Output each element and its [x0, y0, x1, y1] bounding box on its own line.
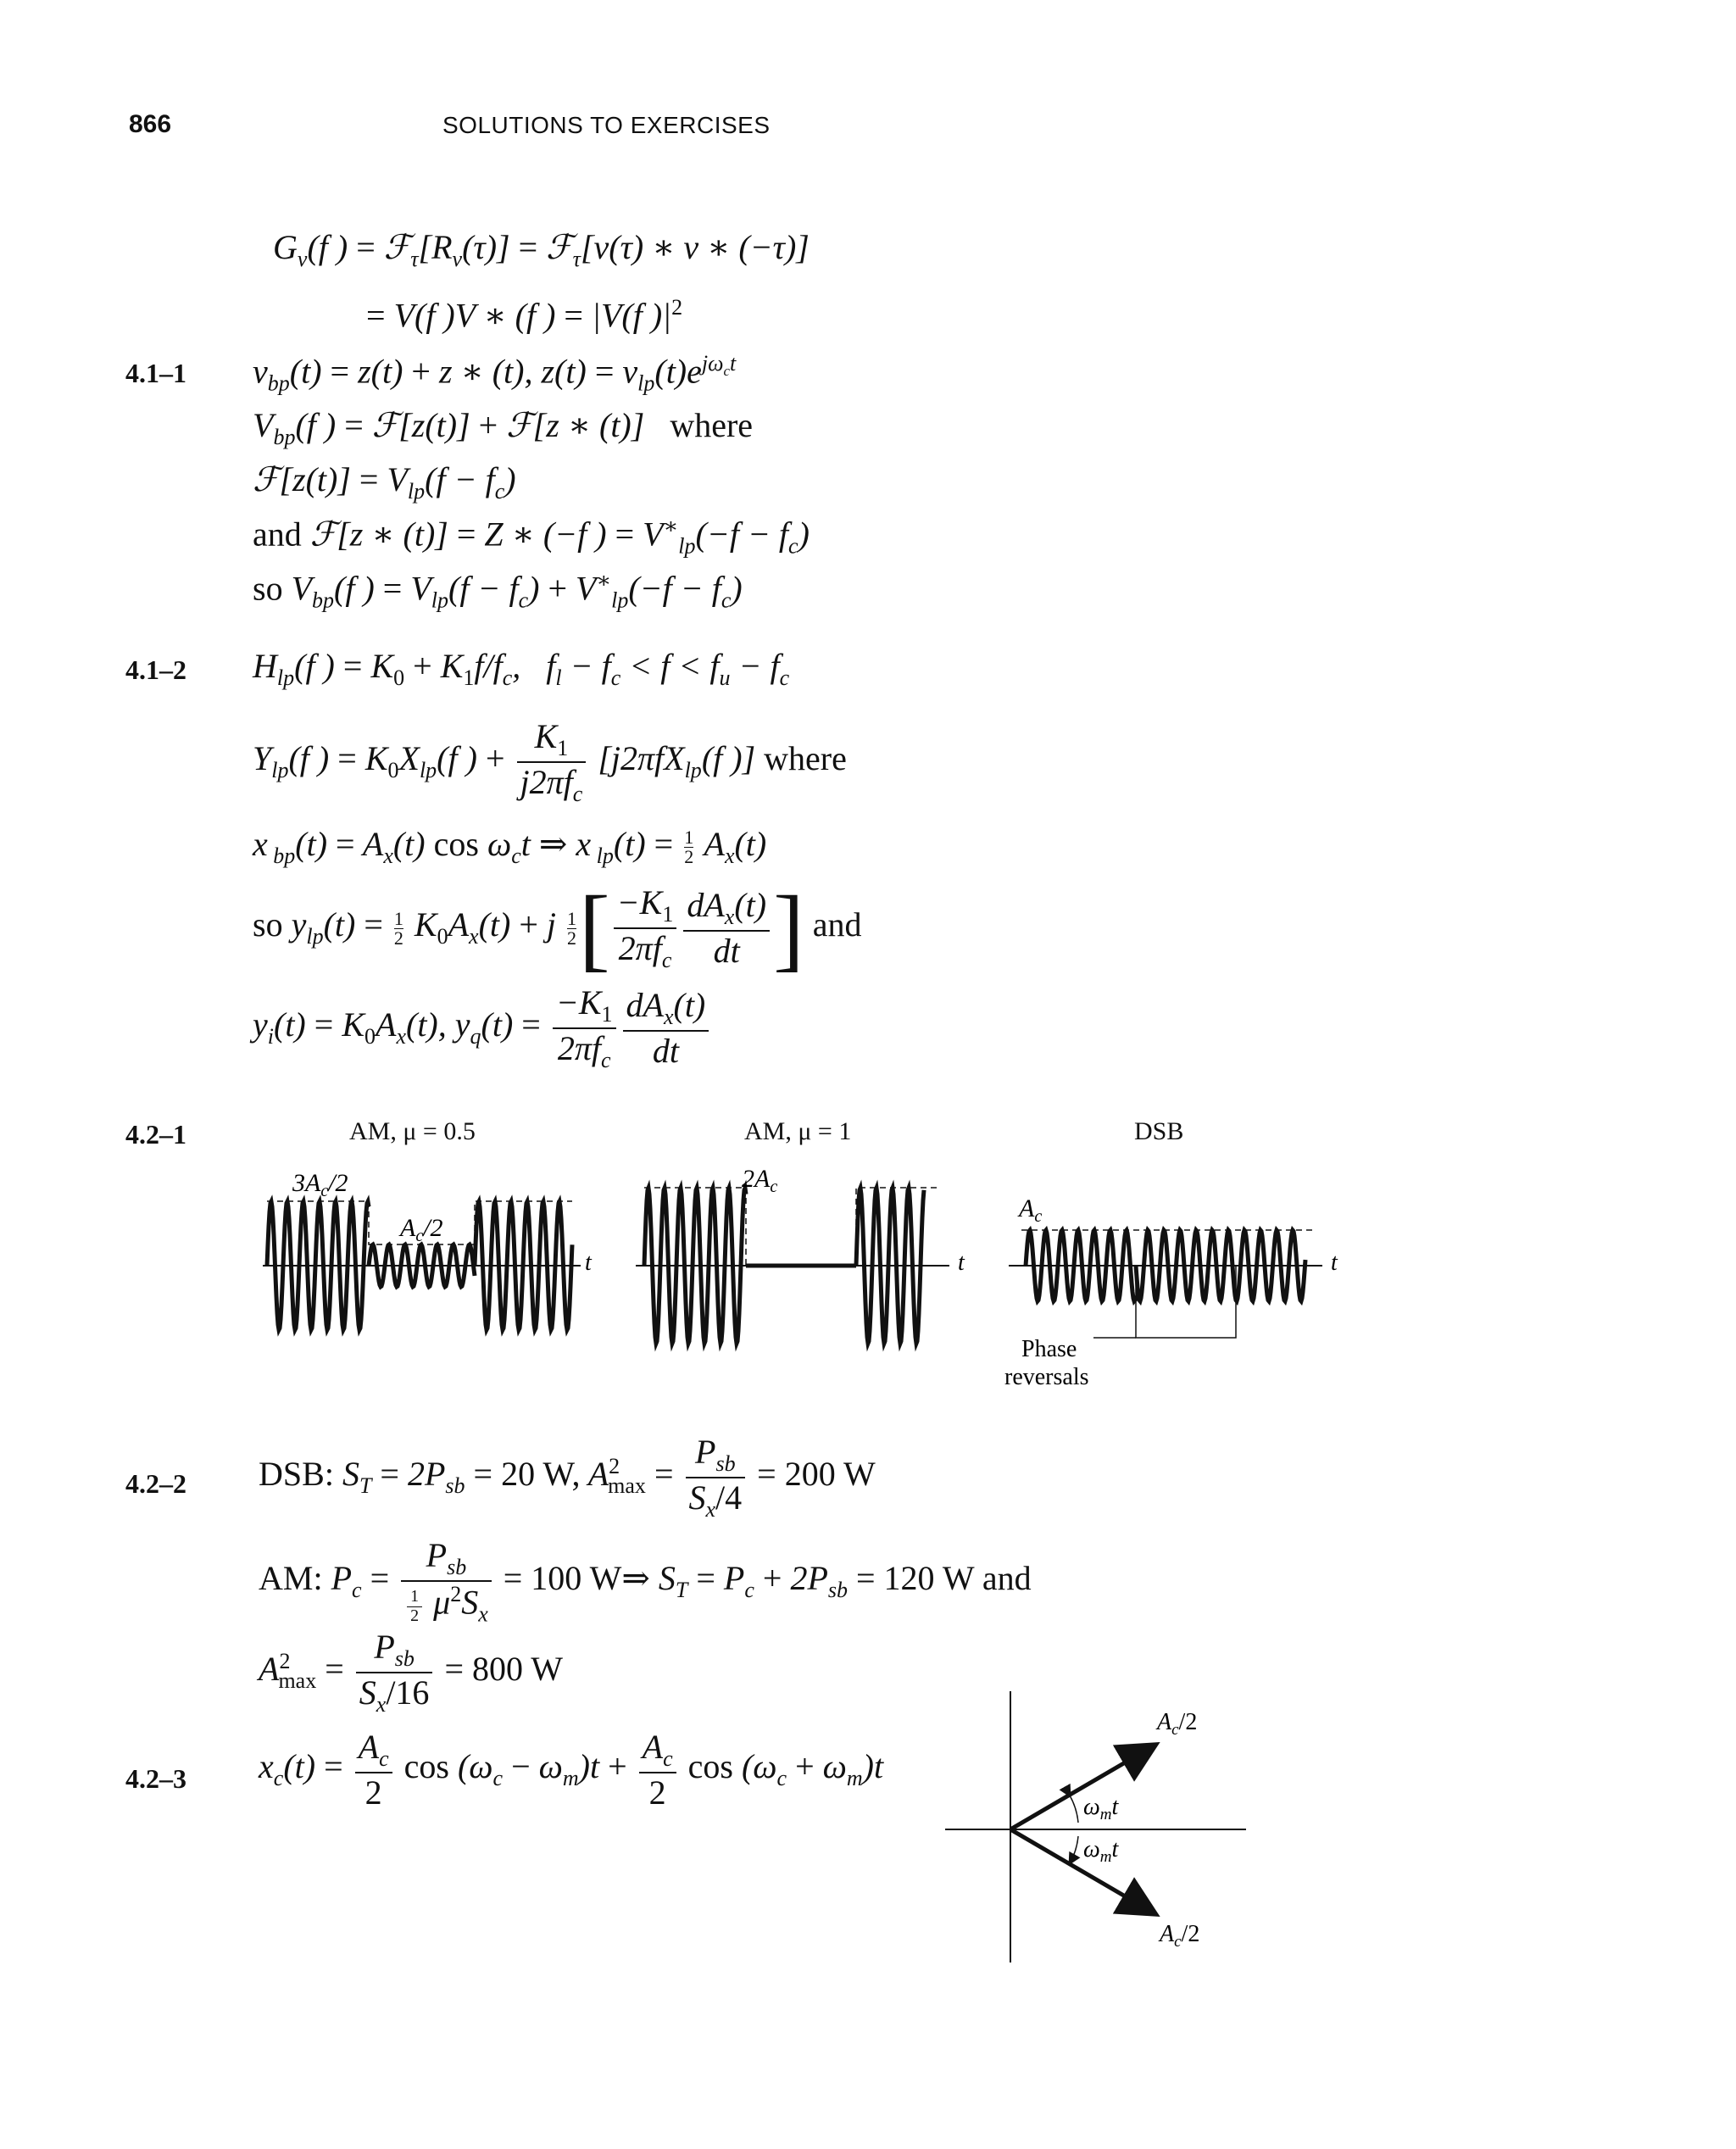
label-ac-2: $A_c/2$: [400, 1214, 443, 1245]
equation-am-amax: $A^2_{max}$ = $\frac{P_{sb}}{S_x/16}$ = 800 W: [259, 1628, 564, 1717]
phase-label: Phase: [1021, 1336, 1077, 1362]
lower-angle-label: $\omega_mt$: [1083, 1836, 1119, 1866]
exercise-number: 4.1–1: [125, 358, 186, 388]
equation-vbp: $v_{bp}(t) = z(t) + z$ ∗ (t), $z(t) = v_{lp}(t)e^{j\omega_ct}$: [253, 351, 737, 396]
where-text: where: [670, 406, 754, 444]
t-axis-label: t: [1331, 1250, 1338, 1276]
exercise-number: 4.1–2: [125, 654, 186, 685]
equation-dsb-power: DSB: $S_T = 2P_{sb} = 20$ W, $A^2_{max}$ = $\frac{P_{sb}}{S_x/4}$ = 200 W: [259, 1433, 876, 1522]
equation-Vbp: $V_{bp}(f$ ) = ℱ[z(t)] + ℱ[z ∗ (t)] where: [253, 406, 754, 449]
equation-am-power: AM: $P_c$ = $P_{sb}$ $\frac{1}{2}$ $\mu^2S_x$ = 100 W⇒ $S_T = P_c + 2P_{sb} = 120$ W and: [259, 1536, 1032, 1627]
equation-yi-yq: $y_i(t) = K_0A_x(t)$, $y_q(t)$ = $\frac{-K_1}{2\pi f_c}$ $\frac{dA_x(t)}{dt}$: [253, 983, 712, 1073]
equation-so-vbp: so $V_{bp}(f$ ) = $V_{lp}(f - f_c) + V^∗_{lp}(-f - f_c)$: [253, 568, 743, 613]
phasor-diagram: [941, 1687, 1280, 1967]
upper-angle-arc: [1070, 1795, 1078, 1823]
lower-phasor: [1010, 1829, 1153, 1912]
waveform-title-am-05: AM, μ = 0.5: [349, 1117, 476, 1145]
label-ac: $A_c$: [1019, 1194, 1043, 1226]
equation-fz: ℱ[z(t)] = $V_{lp}(f - f_c)$: [253, 460, 516, 504]
reversals-label: reversals: [1004, 1364, 1089, 1390]
equation-fzstar: and ℱ[z ∗ (t)] = Z ∗ (−f ) = $V^∗_{lp}(-f - f_c)$: [253, 514, 810, 559]
lower-angle-arc: [1070, 1836, 1078, 1863]
exercise-number: 4.2–1: [125, 1119, 186, 1150]
equation-xbp: x $_{bp}(t) = A_x(t)$ $\cos \omega_ct$ ⇒ x $_{lp}$(t) = $\frac{1}{2}$ $A_x(t)$: [253, 825, 767, 868]
am1-waveform-burst: [856, 1188, 924, 1343]
equation-gv-line1: $G_v(f$ ) = $ℱ_\tau[R_v(\tau)]$ = ℱ$_\tau$[v(τ) ∗ v ∗ (−τ)]: [273, 228, 810, 271]
waveform-title-dsb: DSB: [1134, 1117, 1184, 1145]
waveform-title-am-1: AM, μ = 1: [744, 1117, 852, 1145]
equation-hlp: $H_{lp}(f$ ) = $K_0 + K_1f/f_c$, $f_l - f_c < f < f_u - f_c$: [253, 647, 790, 690]
exercise-number: 4.2–2: [125, 1468, 186, 1499]
page-number: 866: [129, 110, 172, 138]
equation-xc: $x_c(t)$ = $\frac{A_c}{2}$ $\cos (\omega_c - \omega_m)t$ + $\frac{A_c}{2}$ $\cos (\omega_c + \omega_m)t$: [259, 1728, 884, 1812]
label-2ac: $2A_c$: [742, 1165, 778, 1196]
upper-angle-label: $\omega_mt$: [1083, 1794, 1119, 1823]
lower-phasor-label: $A_c/2$: [1160, 1921, 1200, 1951]
t-axis-label: t: [958, 1250, 965, 1276]
waveform-figure: [246, 1153, 1373, 1407]
equation-gv-line2: = V(f )V ∗ (f ) = |V(f )$|^2$: [366, 295, 683, 335]
equation-ylp: $Y_{lp}(f$ ) = $K_0X_{lp}(f$ ) + $\frac{K_1}{j2\pi f_c}$ [j2πfX$_{lp}$(f )] where: [253, 717, 847, 806]
t-axis-label: t: [585, 1250, 592, 1276]
upper-phasor: [1010, 1746, 1153, 1829]
running-header: SOLUTIONS TO EXERCISES: [442, 112, 771, 138]
equation-so-ylp: so $y_{lp}(t)$ = $\frac{1}{2}$ $K_0A_x(t) + j$ $\frac{1}{2}$ [ $\frac{-K_1}{2\pi f_c}$ $\frac{dA_x(t)}{dt}$ ] and: [253, 877, 862, 980]
exercise-number: 4.2–3: [125, 1763, 186, 1794]
upper-phasor-label: $A_c/2$: [1157, 1709, 1198, 1739]
label-3ac-2: $3A_c/2$: [292, 1169, 348, 1200]
